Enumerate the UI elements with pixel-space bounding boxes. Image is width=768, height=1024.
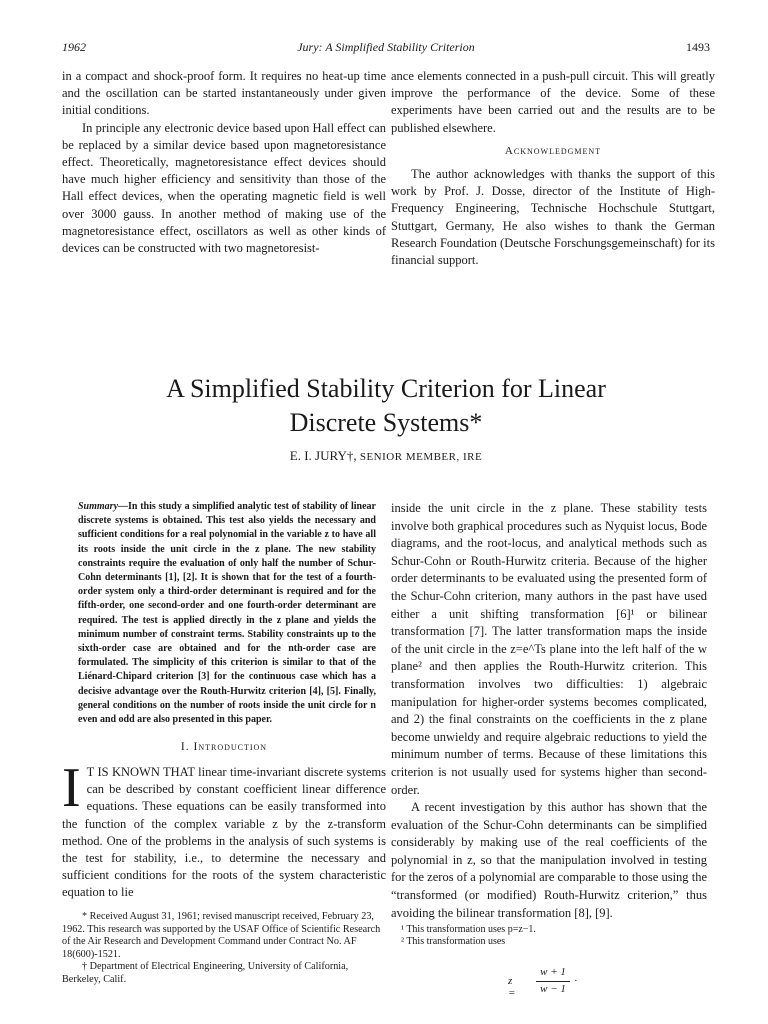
author-role: SENIOR MEMBER, IRE	[359, 451, 483, 463]
author-name: E. I. JURY†,	[289, 448, 357, 463]
equation-lhs: z =	[508, 975, 516, 999]
footnote: ¹ This transformation uses p=z−1.	[401, 924, 536, 935]
footnote: † Department of Electrical Engineering, University of California, Berkeley, Calif.	[62, 961, 349, 985]
introduction-heading: I. Introduction	[180, 741, 268, 753]
acknowledgment-text: The author acknowledges with thanks the support of this work by Prof. J. Dosse, director of the Institute of High-Frequency Engineering, Technische Hochschule Stuttgart, Stuttgart, Germany, He also wishes to thank the German Research Foundation (Deutsche Forschungsgemeinschaft) for its financial support.	[391, 167, 715, 268]
footnotes-left	[62, 911, 386, 986]
previous-article-column-left	[62, 68, 386, 257]
introduction-body	[62, 757, 386, 902]
footnote: ² This transformation uses	[401, 936, 506, 947]
introduction-text: T IS KNOWN THAT linear time-invariant discrete systems can be described by constant coefficient linear difference equations. These equations can be easily transformed into the function of the complex variable z by the z-transform method. One of the problems in the analysis of such systems is the test for stability, i.e., to determine the necessary and sufficient conditions for the roots of the system characteristic equation to lie	[62, 765, 386, 900]
footnotes-right	[391, 924, 707, 948]
body-column-right	[391, 500, 707, 922]
article-title-line2: Discrete Systems*	[289, 408, 483, 437]
summary-abstract	[78, 500, 376, 727]
paragraph: In principle any electronic device based upon Hall effect can be replaced by a similar device based upon magnetoresistance effect. Theoretically, magnetoresistance effect devices should have much higher efficiency and sensitivity than those of the Hall effect devices, when the operating magnetic field is well over 3000 gauss. In another method of making use of the magnetoresistance effect, oscillators as well as other kinds of devices can be constructed with two magnetoresist-	[62, 120, 386, 256]
page-number: 1493	[686, 40, 710, 54]
equation-end: ·	[574, 975, 578, 987]
author-line	[62, 448, 710, 464]
summary-label: Summary	[78, 501, 119, 512]
paragraph: A recent investigation by this author has shown that the evaluation of the Schur-Cohn determinants can be simplified considerably by making use of the real coefficients of the polynomial in z, so that the manipulation involved in testing for the zeros of a polynomial are comparable to those using the “transformed (or modified) Routh-Hurwitz criterion,” thus avoiding the bilinear transformation [8], [9].	[391, 800, 707, 920]
paragraph: inside the unit circle in the z plane. These stability tests involve both graphical procedures such as Nyquist locus, Bode diagrams, and the root-locus, and analytical methods such as Schur-Cohn or Routh-Hurwitz criteria. Because of the higher order determinants to be evaluated using the presented form of the Schur-Cohn criterion, many authors in the past have used either a unit shifting transformation [6]¹ or bilinear transformation [7]. The latter transformation maps the inside of the unit circle in the z=e^Ts plane into the left half of the w plane² and then applies the Routh-Hurwitz criterion. This transformation involves two difficulties: 1) algebraic manipulation for higher-order systems becomes complicated, and 2) the final constraints on the coefficients in the z plane become unwieldy and require algebraic reductions to yield the minimum number of terms. Because of these limitations this criterion is not usually used for systems higher than second-order.	[391, 501, 707, 797]
running-head-year: 1962	[62, 40, 86, 54]
article-title	[62, 372, 710, 440]
footnote: * Received August 31, 1961; revised manuscript received, February 23, 1962. This research was supported by the USAF Office of Scientific Research of the Air Research and Development Command under Contract No. AF 18(600)-1521.	[62, 911, 381, 960]
paragraph: in a compact and shock-proof form. It requires no heat-up time and the oscillation can be started instantaneously under given initial conditions.	[62, 69, 386, 118]
equation-denominator: w − 1	[540, 983, 566, 995]
summary-text: —In this study a simplified analytic test of stability of linear discrete systems is obtained. This test also yields the necessary and sufficient conditions for a real polynomial in the variable z to have all its roots inside the unit circle in the z plane. The new stability constraints require the evaluation of only half the number of Schur-Cohn determinants [1], [2]. It is shown that for the test of a fourth-order system only a third-order determinant is required and for the fifth-order, one second-order and one fourth-order determinant are required. The test is applied directly in the z plane and yields the minimum number of constraint terms. Stability constraints up to the sixth-order case are obtained and for the nth-order case are formulated. The simplicity of this criterion is similar to that of the Liénard-Chipard criterion [3] for the continuous case which has a decisive advantage over the Routh-Hurwitz criterion [4], [5]. Finally, general conditions on the number of roots inside the unit circle for n even and odd are also presented in this paper.	[78, 501, 376, 726]
article-title-line1: A Simplified Stability Criterion for Linear	[166, 374, 606, 403]
acknowledgment-heading: Acknowledgment	[504, 144, 602, 157]
fraction-bar	[536, 981, 570, 982]
previous-article-column-right	[391, 68, 715, 269]
running-head	[62, 40, 710, 58]
drop-cap: I	[62, 757, 81, 819]
equation-numerator: w + 1	[540, 966, 566, 978]
running-head-title: Jury: A Simplified Stability Criterion	[297, 40, 475, 54]
paragraph: ance elements connected in a push-pull circuit. This will greatly improve the performance of the device. Some of these experiments have been carried out and the results are to be published elsewhere.	[391, 69, 715, 135]
